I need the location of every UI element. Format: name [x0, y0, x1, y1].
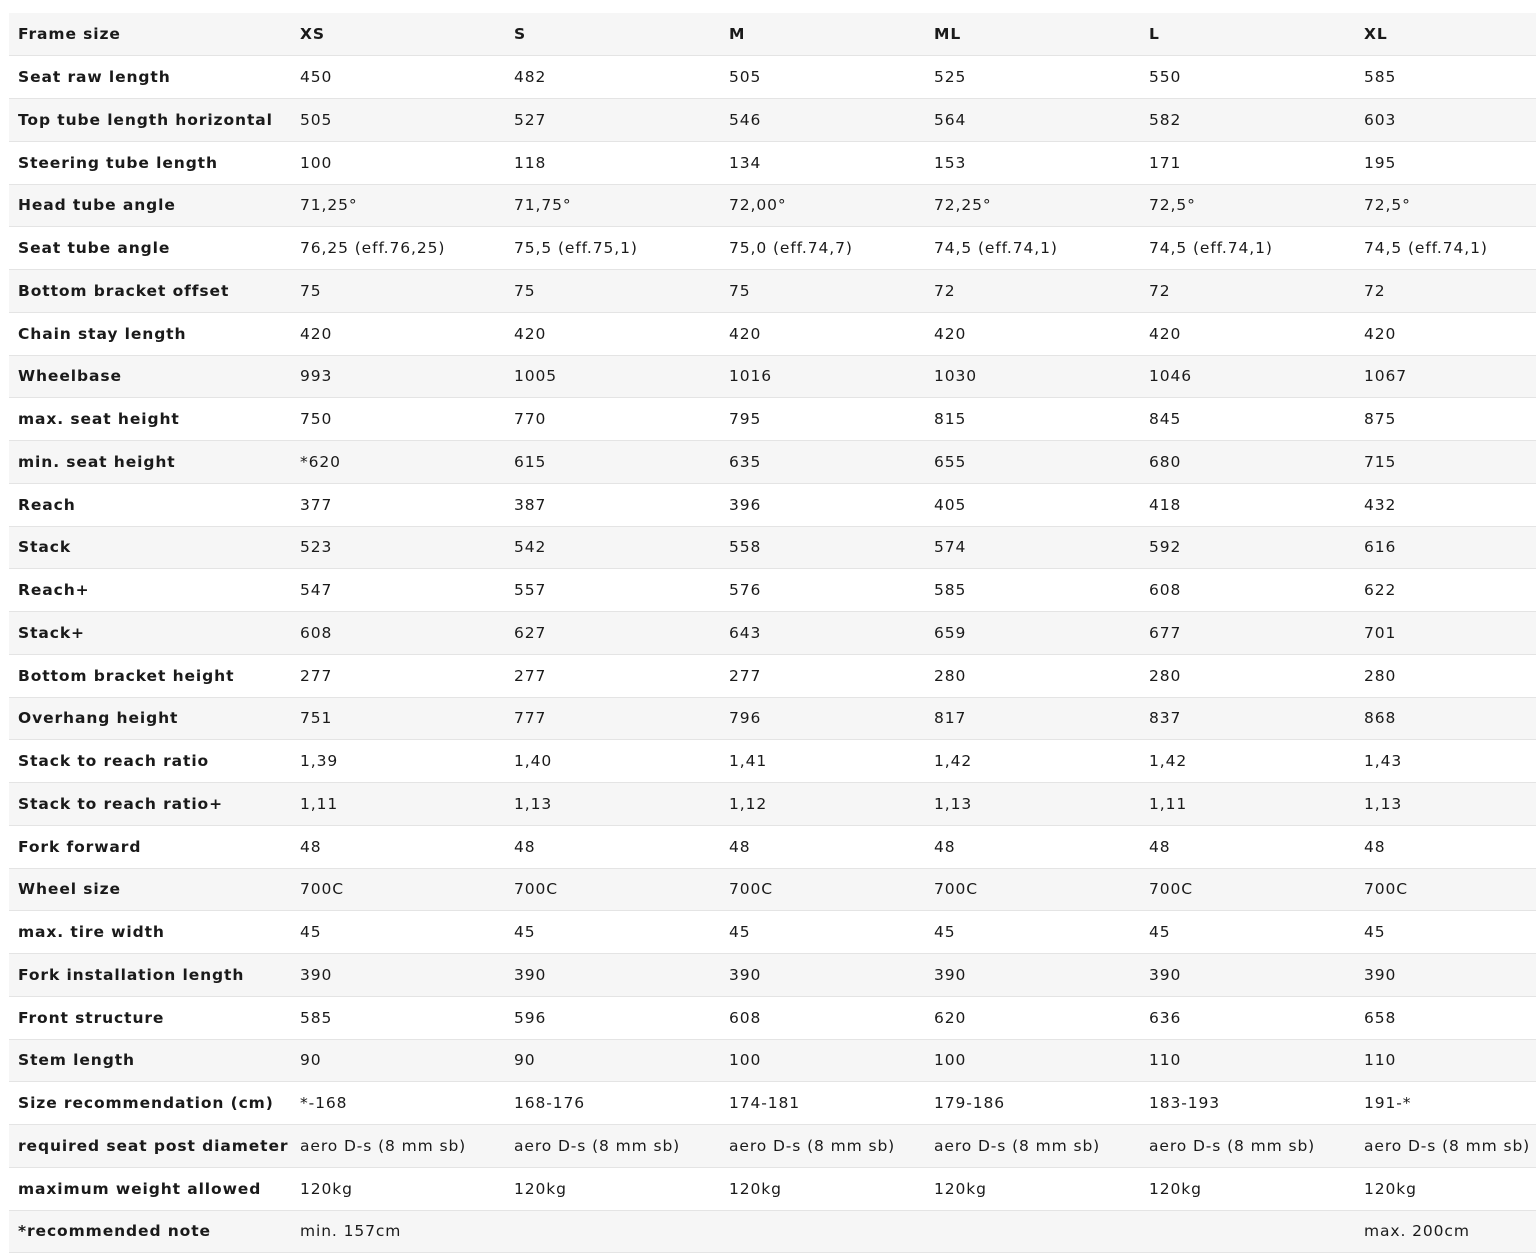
- cell-l: 636: [1140, 996, 1355, 1039]
- cell-xl: 701: [1355, 612, 1536, 655]
- cell-xl: 700C: [1355, 868, 1536, 911]
- table-row: [9, 312, 1536, 355]
- cell-xl: 110: [1355, 1039, 1536, 1082]
- cell-s: 45: [505, 911, 720, 954]
- header-cell-m: M: [720, 13, 925, 56]
- cell-s: 48: [505, 825, 720, 868]
- cell-xl: 1067: [1355, 355, 1536, 398]
- cell-xl: 1,43: [1355, 740, 1536, 783]
- row-label: *recommended note: [9, 1210, 291, 1253]
- cell-s: 596: [505, 996, 720, 1039]
- cell-s: 557: [505, 569, 720, 612]
- table-row: [9, 783, 1536, 826]
- table-row: [9, 227, 1536, 270]
- cell-s: 542: [505, 526, 720, 569]
- cell-xs: 547: [291, 569, 505, 612]
- table-row: [9, 1039, 1536, 1082]
- cell-ml: 1,13: [925, 783, 1140, 826]
- cell-xl: 120kg: [1355, 1167, 1536, 1210]
- cell-xs: 751: [291, 697, 505, 740]
- cell-ml: 48: [925, 825, 1140, 868]
- cell-xl: 420: [1355, 312, 1536, 355]
- cell-l: 280: [1140, 654, 1355, 697]
- row-label: Stack to reach ratio: [9, 740, 291, 783]
- row-label: Stem length: [9, 1039, 291, 1082]
- cell-ml: 45: [925, 911, 1140, 954]
- cell-ml: 574: [925, 526, 1140, 569]
- cell-m: 635: [720, 441, 925, 484]
- table-row: [9, 1167, 1536, 1210]
- cell-s: aero D-s (8 mm sb): [505, 1125, 720, 1168]
- table-header-row: [9, 13, 1536, 56]
- cell-s: 420: [505, 312, 720, 355]
- cell-xs: 1,39: [291, 740, 505, 783]
- cell-xs: 277: [291, 654, 505, 697]
- header-cell-ml: ML: [925, 13, 1140, 56]
- cell-ml: 74,5 (eff.74,1): [925, 227, 1140, 270]
- row-label: max. seat height: [9, 398, 291, 441]
- cell-m: aero D-s (8 mm sb): [720, 1125, 925, 1168]
- cell-ml: 420: [925, 312, 1140, 355]
- cell-xs: *620: [291, 441, 505, 484]
- cell-ml: 72: [925, 270, 1140, 313]
- cell-ml: 280: [925, 654, 1140, 697]
- cell-ml: [925, 1210, 1140, 1253]
- cell-m: 546: [720, 99, 925, 142]
- table-row: [9, 56, 1536, 99]
- cell-xs: 377: [291, 483, 505, 526]
- cell-m: [720, 1210, 925, 1253]
- table-row: [9, 99, 1536, 142]
- cell-s: 1005: [505, 355, 720, 398]
- cell-s: [505, 1210, 720, 1253]
- cell-l: 418: [1140, 483, 1355, 526]
- cell-m: 1,41: [720, 740, 925, 783]
- header-cell-s: S: [505, 13, 720, 56]
- cell-xl: 390: [1355, 954, 1536, 997]
- geometry-table-container: [9, 13, 1536, 1253]
- cell-s: 390: [505, 954, 720, 997]
- cell-m: 608: [720, 996, 925, 1039]
- cell-l: 74,5 (eff.74,1): [1140, 227, 1355, 270]
- row-label: Front structure: [9, 996, 291, 1039]
- cell-l: 680: [1140, 441, 1355, 484]
- cell-xl: 715: [1355, 441, 1536, 484]
- cell-s: 527: [505, 99, 720, 142]
- cell-l: 171: [1140, 141, 1355, 184]
- cell-xs: 450: [291, 56, 505, 99]
- cell-s: 90: [505, 1039, 720, 1082]
- table-row: [9, 654, 1536, 697]
- cell-xs: 420: [291, 312, 505, 355]
- cell-l: 120kg: [1140, 1167, 1355, 1210]
- cell-xl: 868: [1355, 697, 1536, 740]
- cell-l: 550: [1140, 56, 1355, 99]
- cell-l: 592: [1140, 526, 1355, 569]
- geometry-table: [9, 13, 1536, 1253]
- cell-xl: 72: [1355, 270, 1536, 313]
- header-cell-frame-size: Frame size: [9, 13, 291, 56]
- row-label: Wheel size: [9, 868, 291, 911]
- row-label: Head tube angle: [9, 184, 291, 227]
- cell-s: 387: [505, 483, 720, 526]
- cell-m: 48: [720, 825, 925, 868]
- table-row: [9, 868, 1536, 911]
- table-row: [9, 184, 1536, 227]
- cell-l: 582: [1140, 99, 1355, 142]
- cell-xs: 390: [291, 954, 505, 997]
- row-label: Overhang height: [9, 697, 291, 740]
- cell-xs: 750: [291, 398, 505, 441]
- cell-s: 700C: [505, 868, 720, 911]
- cell-l: 1046: [1140, 355, 1355, 398]
- cell-m: 795: [720, 398, 925, 441]
- cell-l: 72: [1140, 270, 1355, 313]
- cell-ml: 100: [925, 1039, 1140, 1082]
- row-label: required seat post diameter: [9, 1125, 291, 1168]
- cell-s: 627: [505, 612, 720, 655]
- row-label: Reach+: [9, 569, 291, 612]
- table-row: [9, 398, 1536, 441]
- cell-xl: max. 200cm: [1355, 1210, 1536, 1253]
- cell-ml: 817: [925, 697, 1140, 740]
- cell-m: 558: [720, 526, 925, 569]
- cell-ml: 815: [925, 398, 1140, 441]
- cell-m: 1,12: [720, 783, 925, 826]
- cell-l: 390: [1140, 954, 1355, 997]
- cell-ml: 153: [925, 141, 1140, 184]
- cell-s: 75,5 (eff.75,1): [505, 227, 720, 270]
- row-label: Stack: [9, 526, 291, 569]
- cell-m: 505: [720, 56, 925, 99]
- cell-xs: min. 157cm: [291, 1210, 505, 1253]
- header-cell-xl: XL: [1355, 13, 1536, 56]
- cell-m: 576: [720, 569, 925, 612]
- cell-m: 396: [720, 483, 925, 526]
- cell-xs: 48: [291, 825, 505, 868]
- row-label: Steering tube length: [9, 141, 291, 184]
- table-row: [9, 483, 1536, 526]
- cell-l: aero D-s (8 mm sb): [1140, 1125, 1355, 1168]
- cell-l: 700C: [1140, 868, 1355, 911]
- cell-ml: 1,42: [925, 740, 1140, 783]
- cell-xl: 72,5°: [1355, 184, 1536, 227]
- cell-m: 45: [720, 911, 925, 954]
- cell-l: 183-193: [1140, 1082, 1355, 1125]
- row-label: Bottom bracket offset: [9, 270, 291, 313]
- row-label: maximum weight allowed: [9, 1167, 291, 1210]
- cell-xs: aero D-s (8 mm sb): [291, 1125, 505, 1168]
- cell-ml: aero D-s (8 mm sb): [925, 1125, 1140, 1168]
- cell-ml: 564: [925, 99, 1140, 142]
- cell-ml: 179-186: [925, 1082, 1140, 1125]
- cell-m: 134: [720, 141, 925, 184]
- cell-ml: 1030: [925, 355, 1140, 398]
- cell-xs: 90: [291, 1039, 505, 1082]
- cell-xl: 1,13: [1355, 783, 1536, 826]
- cell-m: 796: [720, 697, 925, 740]
- cell-l: 45: [1140, 911, 1355, 954]
- cell-s: 277: [505, 654, 720, 697]
- cell-ml: 525: [925, 56, 1140, 99]
- row-label: Fork forward: [9, 825, 291, 868]
- cell-xl: 432: [1355, 483, 1536, 526]
- table-row: [9, 697, 1536, 740]
- cell-s: 75: [505, 270, 720, 313]
- cell-ml: 655: [925, 441, 1140, 484]
- row-label: max. tire width: [9, 911, 291, 954]
- row-label: Seat raw length: [9, 56, 291, 99]
- cell-l: 48: [1140, 825, 1355, 868]
- cell-l: 110: [1140, 1039, 1355, 1082]
- cell-xs: 100: [291, 141, 505, 184]
- row-label: Size recommendation (cm): [9, 1082, 291, 1125]
- cell-xs: 120kg: [291, 1167, 505, 1210]
- cell-xs: 505: [291, 99, 505, 142]
- cell-m: 1016: [720, 355, 925, 398]
- cell-l: 72,5°: [1140, 184, 1355, 227]
- cell-ml: 72,25°: [925, 184, 1140, 227]
- cell-xs: 608: [291, 612, 505, 655]
- cell-xl: 280: [1355, 654, 1536, 697]
- header-cell-xs: XS: [291, 13, 505, 56]
- cell-m: 72,00°: [720, 184, 925, 227]
- header-cell-l: L: [1140, 13, 1355, 56]
- table-row: [9, 825, 1536, 868]
- cell-s: 615: [505, 441, 720, 484]
- row-label: Fork installation length: [9, 954, 291, 997]
- table-row: [9, 996, 1536, 1039]
- cell-l: 1,11: [1140, 783, 1355, 826]
- row-label: Wheelbase: [9, 355, 291, 398]
- cell-xl: 195: [1355, 141, 1536, 184]
- cell-m: 277: [720, 654, 925, 697]
- cell-ml: 620: [925, 996, 1140, 1039]
- cell-xs: *-168: [291, 1082, 505, 1125]
- cell-l: 677: [1140, 612, 1355, 655]
- cell-xl: 616: [1355, 526, 1536, 569]
- cell-ml: 585: [925, 569, 1140, 612]
- table-row: [9, 441, 1536, 484]
- cell-m: 120kg: [720, 1167, 925, 1210]
- cell-m: 643: [720, 612, 925, 655]
- cell-ml: 120kg: [925, 1167, 1140, 1210]
- table-row: [9, 1210, 1536, 1253]
- cell-s: 482: [505, 56, 720, 99]
- cell-ml: 659: [925, 612, 1140, 655]
- cell-ml: 390: [925, 954, 1140, 997]
- cell-xs: 76,25 (eff.76,25): [291, 227, 505, 270]
- cell-xl: 45: [1355, 911, 1536, 954]
- cell-m: 100: [720, 1039, 925, 1082]
- cell-xl: 585: [1355, 56, 1536, 99]
- geometry-table-body: [9, 13, 1536, 1253]
- row-label: Top tube length horizontal: [9, 99, 291, 142]
- table-row: [9, 569, 1536, 612]
- table-row: [9, 911, 1536, 954]
- cell-s: 1,13: [505, 783, 720, 826]
- cell-ml: 405: [925, 483, 1140, 526]
- row-label: Bottom bracket height: [9, 654, 291, 697]
- cell-l: 837: [1140, 697, 1355, 740]
- cell-xl: 48: [1355, 825, 1536, 868]
- cell-xs: 700C: [291, 868, 505, 911]
- cell-s: 120kg: [505, 1167, 720, 1210]
- table-row: [9, 740, 1536, 783]
- cell-s: 770: [505, 398, 720, 441]
- row-label: min. seat height: [9, 441, 291, 484]
- row-label: Seat tube angle: [9, 227, 291, 270]
- cell-xl: 74,5 (eff.74,1): [1355, 227, 1536, 270]
- cell-xs: 993: [291, 355, 505, 398]
- table-row: [9, 954, 1536, 997]
- row-label: Reach: [9, 483, 291, 526]
- cell-xs: 1,11: [291, 783, 505, 826]
- cell-s: 71,75°: [505, 184, 720, 227]
- table-row: [9, 141, 1536, 184]
- cell-xl: 622: [1355, 569, 1536, 612]
- table-row: [9, 1082, 1536, 1125]
- cell-xl: 191-*: [1355, 1082, 1536, 1125]
- cell-s: 118: [505, 141, 720, 184]
- cell-l: 420: [1140, 312, 1355, 355]
- cell-s: 168-176: [505, 1082, 720, 1125]
- table-row: [9, 355, 1536, 398]
- cell-ml: 700C: [925, 868, 1140, 911]
- cell-xs: 75: [291, 270, 505, 313]
- cell-l: 1,42: [1140, 740, 1355, 783]
- table-row: [9, 612, 1536, 655]
- table-row: [9, 526, 1536, 569]
- cell-l: 608: [1140, 569, 1355, 612]
- table-row: [9, 270, 1536, 313]
- cell-m: 390: [720, 954, 925, 997]
- cell-m: 174-181: [720, 1082, 925, 1125]
- row-label: Chain stay length: [9, 312, 291, 355]
- cell-xs: 71,25°: [291, 184, 505, 227]
- cell-m: 75: [720, 270, 925, 313]
- row-label: Stack+: [9, 612, 291, 655]
- cell-m: 75,0 (eff.74,7): [720, 227, 925, 270]
- cell-m: 420: [720, 312, 925, 355]
- cell-l: [1140, 1210, 1355, 1253]
- table-row: [9, 1125, 1536, 1168]
- cell-xs: 585: [291, 996, 505, 1039]
- cell-xl: 603: [1355, 99, 1536, 142]
- cell-s: 1,40: [505, 740, 720, 783]
- cell-l: 845: [1140, 398, 1355, 441]
- cell-xl: aero D-s (8 mm sb): [1355, 1125, 1536, 1168]
- cell-xs: 523: [291, 526, 505, 569]
- cell-xs: 45: [291, 911, 505, 954]
- cell-s: 777: [505, 697, 720, 740]
- cell-m: 700C: [720, 868, 925, 911]
- cell-xl: 658: [1355, 996, 1536, 1039]
- row-label: Stack to reach ratio+: [9, 783, 291, 826]
- cell-xl: 875: [1355, 398, 1536, 441]
